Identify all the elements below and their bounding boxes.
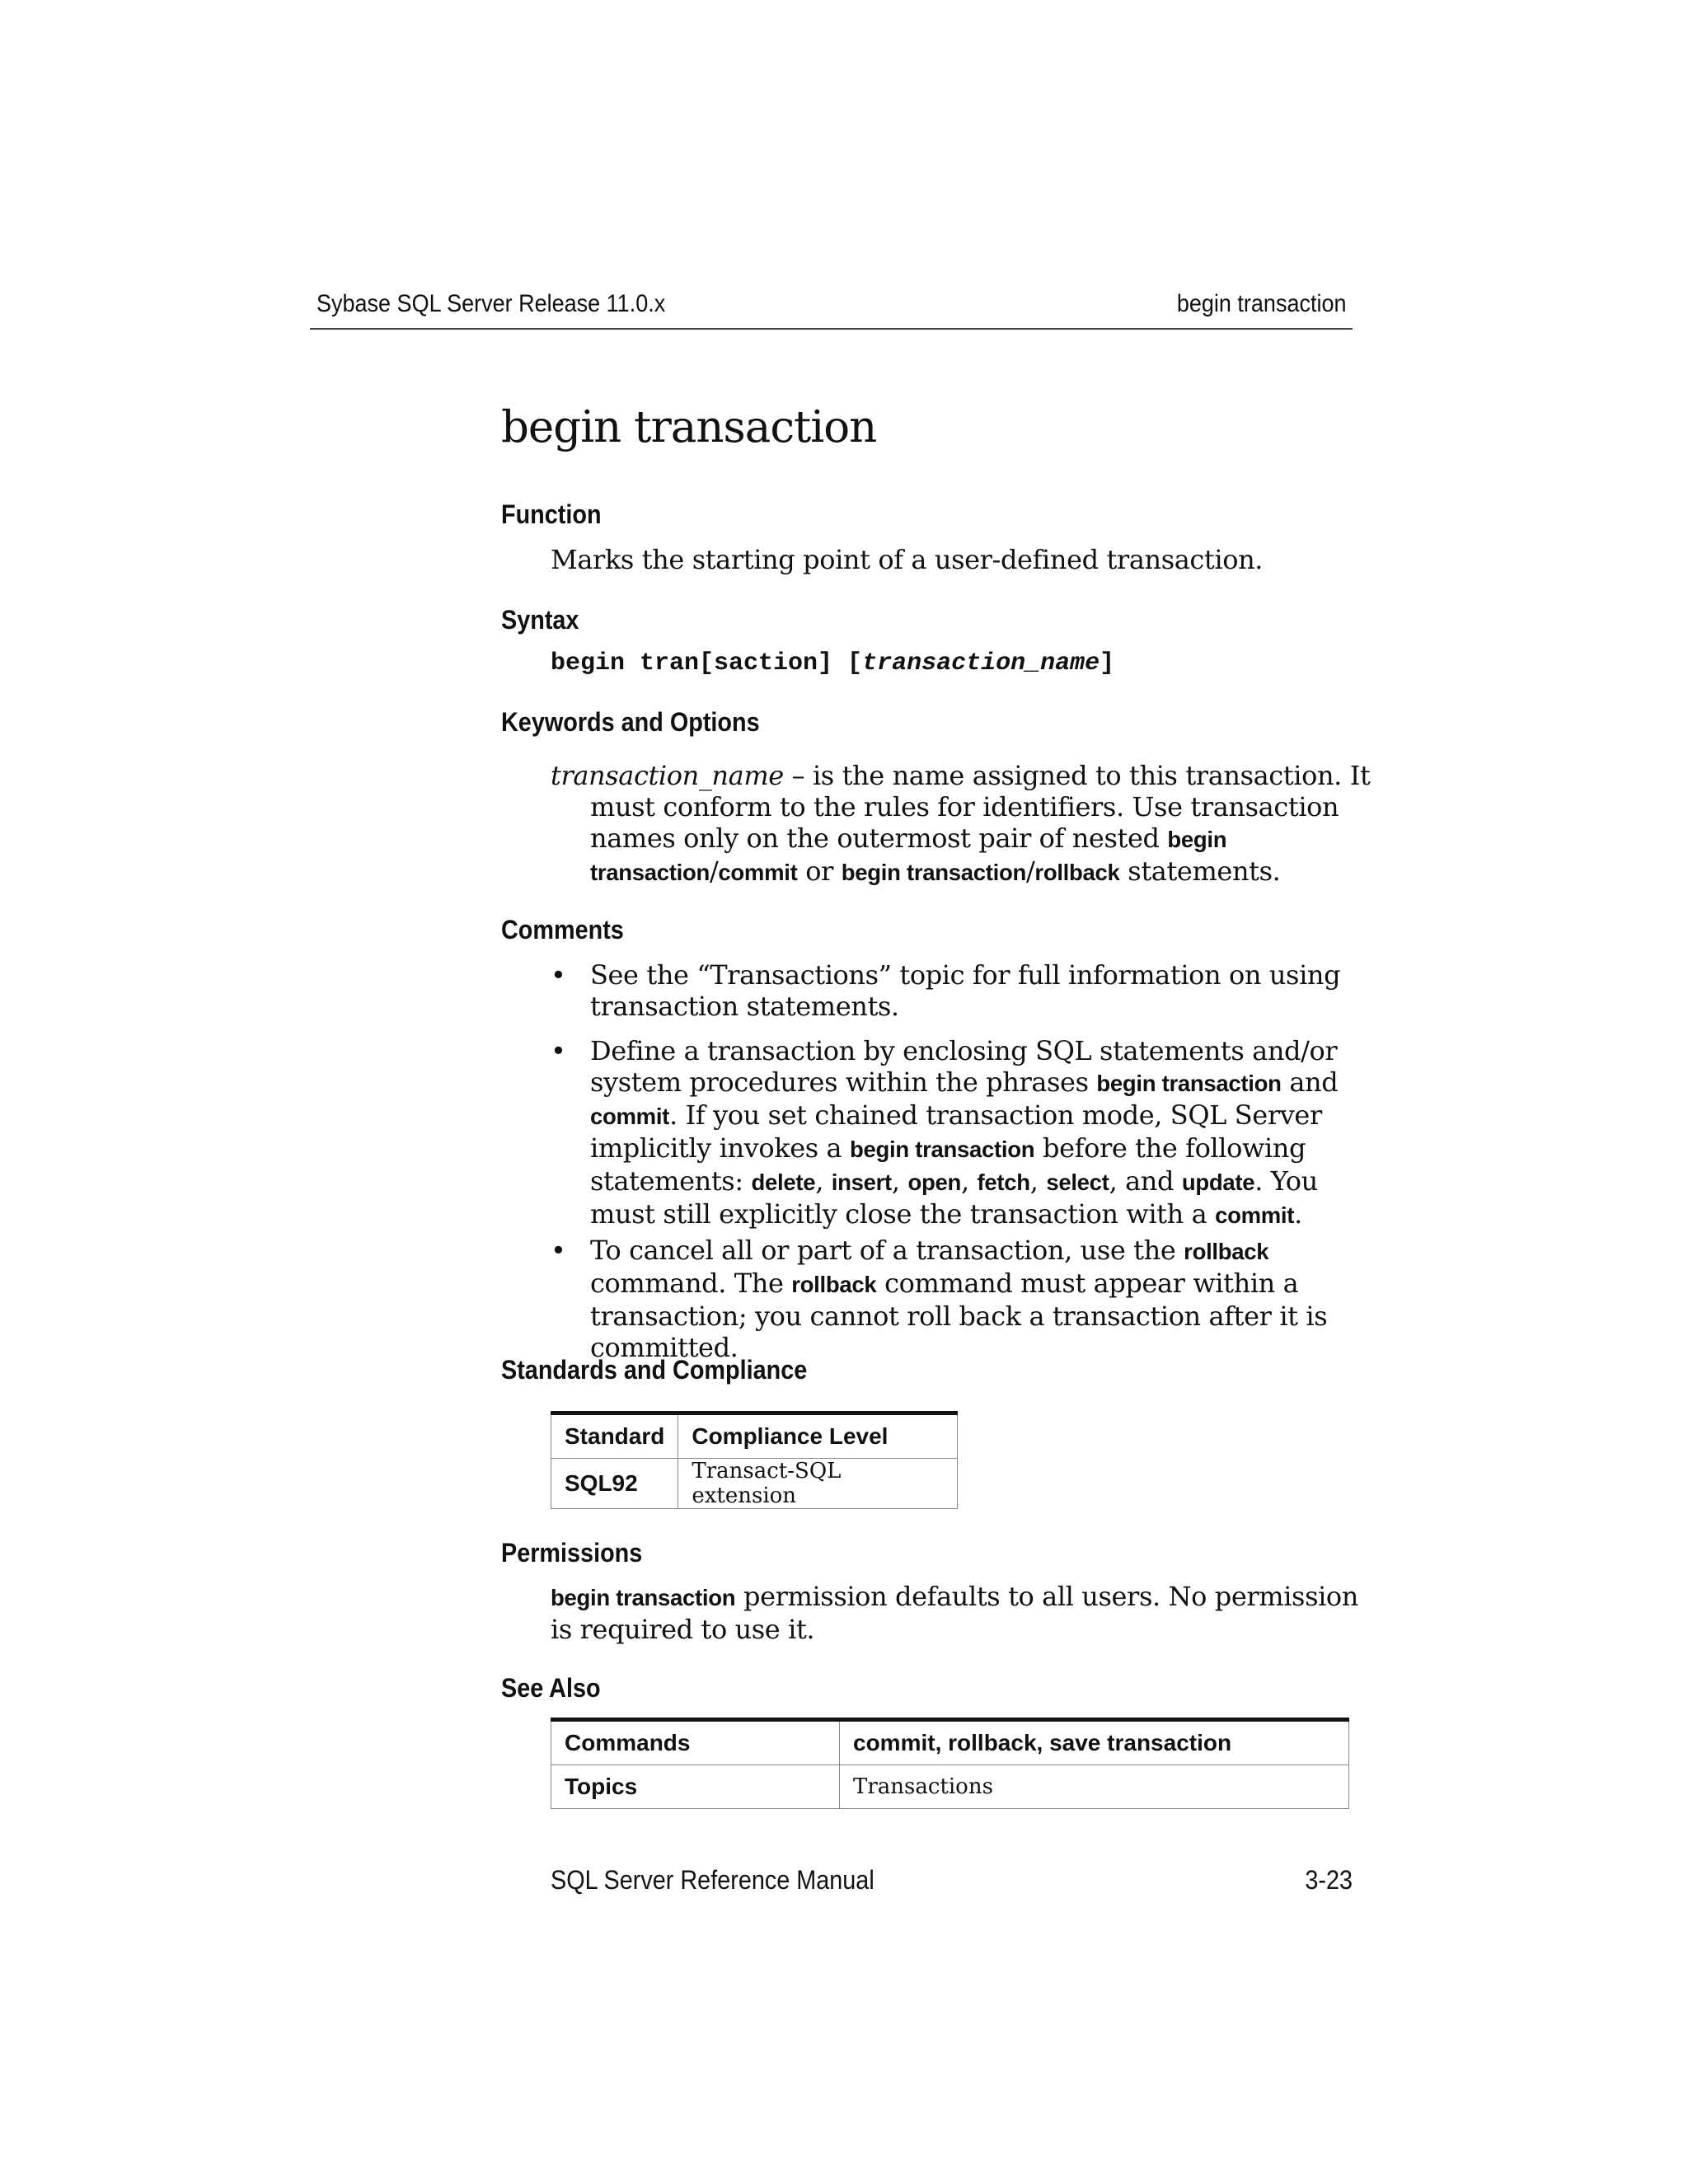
command-ref: rollback <box>1184 1239 1269 1264</box>
table-row <box>551 1459 958 1509</box>
comment-fragment: before the following statements: <box>590 1132 1306 1197</box>
command-ref: fetch <box>977 1169 1030 1195</box>
keywords-heading: Keywords and Options <box>501 707 760 737</box>
comment-fragment: , <box>815 1165 832 1197</box>
comment-fragment: , and <box>1109 1165 1182 1197</box>
command-ref: begin transaction <box>1096 1071 1282 1096</box>
page-title: begin transaction <box>501 402 877 452</box>
syntax-heading: Syntax <box>501 605 579 635</box>
see-also-heading: See Also <box>501 1673 601 1703</box>
comment-fragment: . <box>1294 1198 1302 1230</box>
syntax-code-prefix: begin tran[saction] [ <box>551 649 863 677</box>
separator: , <box>935 1730 949 1755</box>
table-cell: Commands <box>551 1720 840 1765</box>
command-ref: commit <box>718 860 798 885</box>
command-ref: delete <box>751 1169 816 1195</box>
command-ref: commit <box>1215 1202 1295 1228</box>
footer-page-number: 3-23 <box>1305 1865 1353 1895</box>
keyword-term: transaction_name <box>551 760 784 791</box>
keyword-text: / <box>710 855 719 887</box>
command-ref: begin transaction <box>590 827 1227 885</box>
comment-fragment: , <box>1029 1165 1047 1197</box>
standards-table <box>551 1411 958 1509</box>
comment-text <box>590 1235 1367 1363</box>
comment-fragment: , <box>891 1165 908 1197</box>
comment-text: See the “Transactions” topic for full information on using transaction statements. <box>590 959 1341 1022</box>
table-cell: Transactions <box>840 1765 1349 1809</box>
keyword-text: / <box>1026 855 1035 887</box>
table-row <box>551 1720 1349 1765</box>
command-ref: save transaction <box>1049 1730 1232 1755</box>
header-doc-release: Sybase SQL Server Release 11.0.x <box>316 290 666 317</box>
table-cell: SQL92 <box>551 1459 678 1509</box>
bullet-icon: • <box>551 1035 566 1066</box>
command-ref: open <box>907 1169 961 1195</box>
table-cell <box>840 1720 1349 1765</box>
command-ref: rollback <box>1034 860 1120 885</box>
command-ref: select <box>1046 1169 1109 1195</box>
bullet-icon: • <box>551 959 566 991</box>
command-ref: insert <box>831 1169 892 1195</box>
comment-bullet-2 <box>551 1035 1367 1231</box>
comment-fragment: command must appear within a transaction; you cannot roll back a transaction after it is committed. <box>590 1268 1328 1363</box>
command-ref: begin transaction <box>841 860 1027 885</box>
keyword-text: – is the name assigned to this transaction. It must conform to the rules for identifiers. Use transaction names only on the outermost pair of nested <box>590 760 1371 854</box>
comment-fragment: To cancel all or part of a transaction, use the <box>590 1235 1184 1266</box>
command-ref: update <box>1181 1169 1255 1195</box>
running-header <box>310 290 1353 330</box>
standards-heading: Standards and Compliance <box>501 1355 808 1385</box>
comments-heading: Comments <box>501 915 624 944</box>
separator: , <box>1036 1730 1050 1755</box>
bullet-icon: • <box>551 1235 566 1266</box>
syntax-code-param: transaction_name <box>862 649 1100 677</box>
table-cell: Transact-SQL extension <box>678 1459 958 1509</box>
footer-manual-title: SQL Server Reference Manual <box>551 1865 874 1895</box>
command-ref: begin transaction <box>551 1585 736 1610</box>
keyword-text: statements. <box>1119 855 1281 887</box>
command-ref: rollback <box>791 1272 877 1297</box>
table-header-cell: Compliance Level <box>678 1413 958 1459</box>
keyword-definition <box>551 760 1398 888</box>
see-also-table <box>551 1718 1349 1809</box>
header-topic: begin transaction <box>1176 290 1346 317</box>
table-row <box>551 1765 1349 1809</box>
permissions-fragment: permission defaults to all users. No permission is required to use it. <box>551 1581 1359 1645</box>
comment-bullet-3 <box>551 1235 1367 1363</box>
function-text: Marks the starting point of a user-defined transaction. <box>551 544 1264 575</box>
permissions-text <box>551 1581 1358 1645</box>
command-ref: commit <box>853 1730 935 1755</box>
syntax-code <box>551 649 1114 677</box>
comment-fragment: Define a transaction by enclosing SQL statements and/or system procedures within the phrases <box>590 1035 1338 1098</box>
command-ref: commit <box>590 1104 670 1129</box>
comment-fragment: , <box>960 1165 978 1197</box>
comment-bullet-1 <box>551 959 1367 1022</box>
comment-fragment: command. The <box>590 1268 792 1299</box>
permissions-heading: Permissions <box>501 1538 643 1568</box>
function-heading: Function <box>501 499 602 529</box>
table-header-cell: Standard <box>551 1413 678 1459</box>
comment-text <box>590 1035 1367 1231</box>
command-ref: rollback <box>948 1730 1037 1755</box>
comment-fragment: . You must still explicitly close the transaction with a <box>590 1165 1318 1230</box>
table-header-row <box>551 1413 958 1459</box>
keyword-text: or <box>797 855 842 887</box>
comment-fragment: and <box>1281 1066 1339 1098</box>
comment-fragment: . If you set chained transaction mode, SQL Server implicitly invokes a <box>590 1099 1322 1164</box>
syntax-code-suffix: ] <box>1100 649 1115 677</box>
table-cell: Topics <box>551 1765 840 1809</box>
command-ref: begin transaction <box>850 1137 1035 1162</box>
